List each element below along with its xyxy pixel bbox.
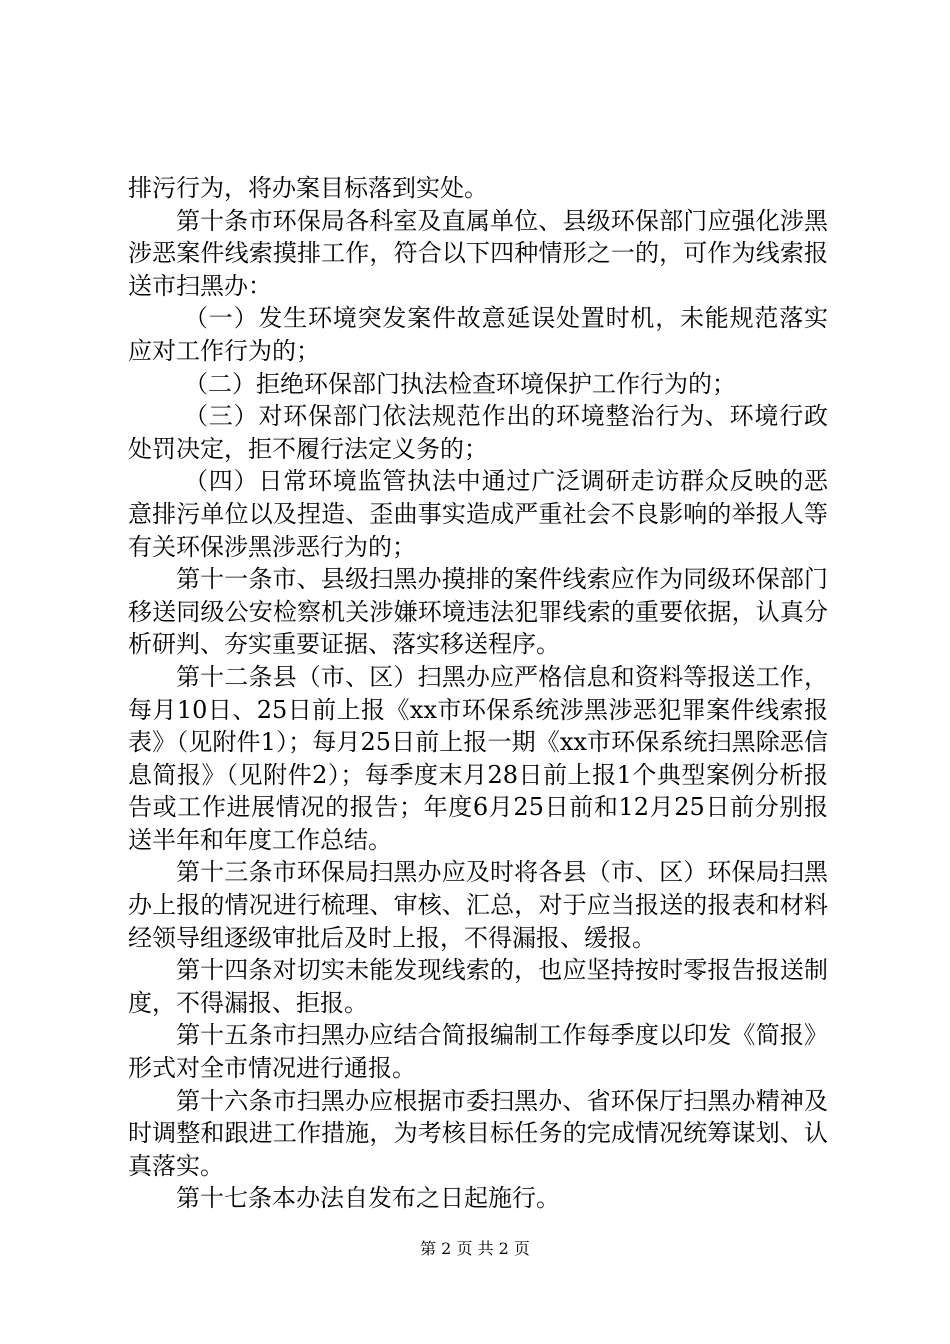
article-10-item-2: （二）拒绝环保部门执法检查环境保护工作行为的； — [184, 369, 736, 398]
article-10-item-1: （一）发生环境突发案件故意延误处置时机，未能规范落实应对工作行为的； — [128, 304, 828, 365]
article-10-item-4: （四）日常环境监管执法中通过广泛调研走访群众反映的恶意排污单位以及捏造、歪曲事实造成严重社会不良影响的举报人等有关环保涉黑涉恶行为的； — [128, 467, 828, 561]
article-16: 第十六条市扫黑办应根据市委扫黑办、省环保厅扫黑办精神及时调整和跟进工作措施，为考核目标任务的完成情况统筹谋划、认真落实。 — [128, 1086, 828, 1180]
article-10: 第十条市环保局各科室及直属单位、县级环保部门应强化涉黑涉恶案件线索摸排工作，符合以下四种情形之一的，可作为线索报送市扫黑办： — [128, 206, 828, 300]
article-12: 第十二条县（市、区）扫黑办应严格信息和资料等报送工作，每月10日、25日前上报《xx市环保系统涉黑涉恶犯罪案件线索报表》（见附件1）；每月25日前上报一期《xx市环保系统扫黑除恶信息简报》（见附件2）；每季度末月28日前上报1个典型案例分析报告或工作进展情况的报告；年度6月25日前和12月25日前分别报送半年和年度工作总结。 — [128, 662, 828, 854]
paragraph-continuation: 排污行为，将办案目标落到实处。 — [128, 174, 488, 202]
article-17: 第十七条本办法自发布之日起施行。 — [176, 1184, 560, 1213]
article-13: 第十三条市环保局扫黑办应及时将各县（市、区）环保局扫黑办上报的情况进行梳理、审核、汇总，对于应当报送的报表和材料经领导组逐级审批后及时上报，不得漏报、缓报。 — [128, 858, 828, 952]
article-14: 第十四条对切实未能发现线索的，也应坚持按时零报告报送制度，不得漏报、拒报。 — [128, 956, 828, 1017]
article-15: 第十五条市扫黑办应结合简报编制工作每季度以印发《简报》形式对全市情况进行通报。 — [128, 1021, 828, 1083]
document-body — [128, 172, 828, 1215]
article-11: 第十一条市、县级扫黑办摸排的案件线索应作为同级环保部门移送同级公安检察机关涉嫌环境违法犯罪线索的重要依据，认真分析研判、夯实重要证据、落实移送程序。 — [128, 565, 828, 659]
article-10-item-3: （三）对环保部门依法规范作出的环境整治行为、环境行政处罚决定，拒不履行法定义务的； — [128, 402, 828, 463]
page-number-footer: 第 2 页 共 2 页 — [420, 1239, 530, 1258]
